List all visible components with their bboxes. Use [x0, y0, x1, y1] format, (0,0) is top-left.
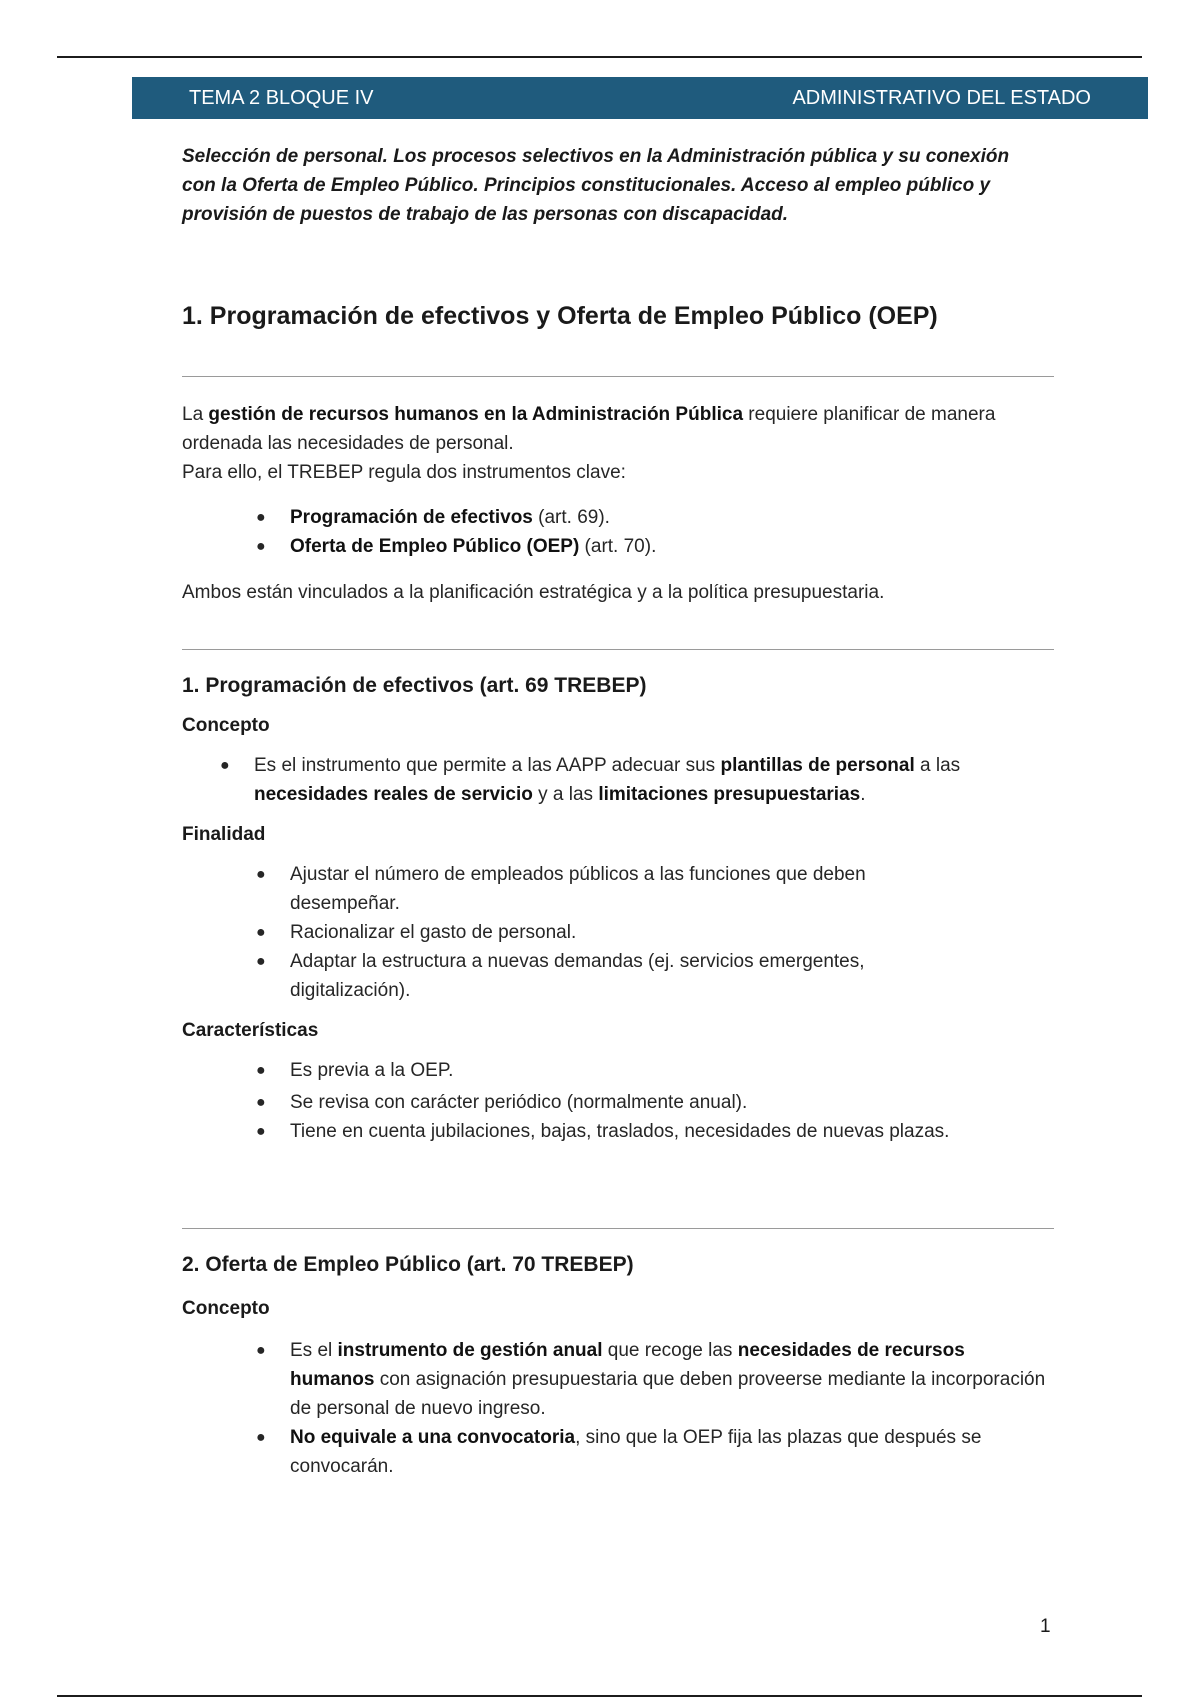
overview-paragraph-1: La gestión de recursos humanos en la Administración Pública requiere planificar de manera ordenada las necesidades de personal. [182, 404, 996, 454]
overview-paragraph-3: Ambos están vinculados a la planificación estratégica y a la política presupuestaria. [182, 582, 885, 603]
list-item: ● Adaptar la estructura a nuevas demandas (ej. servicios emergentes, digitalización). [256, 951, 865, 1001]
subsection-oep [182, 1253, 1054, 1481]
list-item: ● Se revisa con carácter periódico (normalmente anual). [256, 1092, 748, 1113]
caracteristicas-list [256, 1056, 1054, 1146]
divider [182, 1228, 1054, 1229]
list-item: ● Oferta de Empleo Público (OEP) (art. 70). [256, 536, 657, 557]
intro-summary: Selección de personal. Los procesos selectivos en la Administración pública y su conexión con la Oferta de Empleo Público. Principios constitucionales. Acceso al empleo público y provisión de puestos de trabajo de las personas con discapacidad. [182, 146, 1010, 225]
top-rule [57, 56, 1142, 58]
concepto-label: Concepto [182, 715, 270, 736]
page-number: 1 [1040, 1616, 1051, 1637]
subsection-title: 1. Programación de efectivos (art. 69 TREBEP) [182, 674, 647, 697]
document-header [132, 77, 1148, 119]
section-title: 1. Programación de efectivos y Oferta de Empleo Público (OEP) [182, 302, 938, 330]
list-item: ● Es el instrumento que permite a las AAPP adecuar sus plantillas de personal a las necesidades reales de servicio y a las limitaciones presupuestarias. [220, 755, 961, 805]
list-item: ● Es el instrumento de gestión anual que recoge las necesidades de recursos humanos con asignación presupuestaria que deben proveerse mediante la incorporación de personal de nuevo ingreso. [256, 1340, 1046, 1419]
subsection-title: 2. Oferta de Empleo Público (art. 70 TREBEP) [182, 1253, 634, 1276]
page-content [182, 142, 1054, 1477]
instruments-list [256, 503, 1054, 561]
divider [182, 376, 1054, 377]
bottom-rule [57, 1695, 1142, 1697]
header-course: ADMINISTRATIVO DEL ESTADO [792, 87, 1091, 109]
oep-concepto-list [256, 1336, 1054, 1481]
concepto-label: Concepto [182, 1298, 270, 1319]
finalidad-list [256, 860, 970, 1005]
list-item: ● Ajustar el número de empleados públicos a las funciones que deben desempeñar. [256, 864, 866, 914]
overview-paragraph-2: Para ello, el TREBEP regula dos instrumentos clave: [182, 462, 626, 483]
finalidad-label: Finalidad [182, 824, 266, 845]
subsection-programacion [182, 674, 1054, 1146]
list-item: ● No equivale a una convocatoria, sino que la OEP fija las plazas que después se convocarán. [256, 1427, 982, 1477]
caracteristicas-label: Características [182, 1020, 319, 1041]
concepto-list [220, 751, 1054, 809]
list-item: ● Racionalizar el gasto de personal. [256, 922, 577, 943]
header-topic: TEMA 2 BLOQUE IV [189, 87, 374, 109]
list-item: ● Es previa a la OEP. [256, 1060, 454, 1081]
divider [182, 649, 1054, 650]
list-item: ● Tiene en cuenta jubilaciones, bajas, traslados, necesidades de nuevas plazas. [256, 1121, 950, 1142]
list-item: ● Programación de efectivos (art. 69). [256, 507, 610, 528]
overview-block [182, 400, 1054, 607]
